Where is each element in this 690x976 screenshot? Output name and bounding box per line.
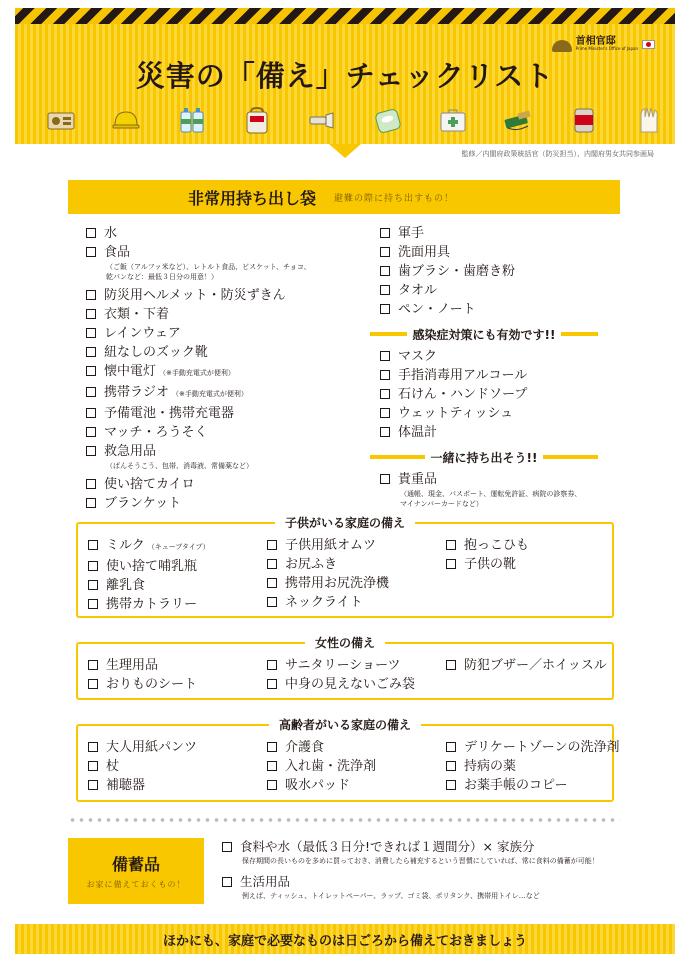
flashlight-icon [306,104,338,136]
checkbox[interactable] [267,780,277,790]
checkbox[interactable] [86,228,96,238]
emergency-bag-header [68,180,620,214]
header-arrow [329,144,361,158]
list-item[interactable]: 救急用品 [86,442,366,461]
stockpile-label [68,838,204,904]
list-item[interactable]: 衣類・下着 [86,305,366,324]
checkbox[interactable] [446,742,456,752]
first-aid-kit-icon [437,104,469,136]
list-item[interactable]: 子供用紙オムツ [267,536,446,555]
kiri-crest-icon [552,36,572,52]
list-item[interactable]: 石けん・ハンドソープ [380,385,620,404]
checkbox[interactable] [86,247,96,257]
list-item[interactable]: 生理用品 [88,656,267,675]
checkbox[interactable] [86,309,96,319]
logo-jp: 首相官邸 [575,36,616,48]
checkbox[interactable] [380,351,390,361]
checkbox[interactable] [88,540,98,550]
list-item[interactable]: お尻ふき [267,555,446,574]
list-item[interactable]: 食品 [86,243,366,262]
dotted-divider [68,818,620,822]
list-item[interactable]: お薬手帳のコピー [446,776,625,795]
checkbox[interactable] [446,540,456,550]
list-item[interactable]: 生活用品 [222,873,599,891]
item-note: （ばんそうこう、包帯、消毒液、常備薬など） [106,462,253,470]
list-item[interactable]: 補聴器 [88,776,267,795]
item-note: マイナンバーカードなど） [400,500,483,508]
list-item[interactable]: 予備電池・携帯充電器 [86,404,366,423]
stockpile-list [222,838,599,908]
list-item[interactable]: ミルク （キューブタイプ） [88,536,267,557]
checkbox[interactable] [88,761,98,771]
japan-flag-icon [642,40,655,49]
list-item[interactable]: 携帯ラジオ （※手動充電式が便利） [86,383,366,404]
list-item[interactable]: 防犯ブザー／ホイッスル [446,656,625,675]
list-item[interactable]: 手指消毒用アルコール [380,366,620,385]
checkbox[interactable] [446,660,456,670]
footer-banner [15,924,675,954]
list-item[interactable]: 使い捨て哺乳瓶 [88,557,267,576]
list-item[interactable]: サニタリーショーツ [267,656,446,675]
checkbox[interactable] [380,247,390,257]
checkbox[interactable] [267,559,277,569]
women-box [76,636,614,700]
checkbox[interactable] [88,580,98,590]
radio-icon [45,104,77,136]
list-item[interactable]: ペン・ノート [380,300,620,319]
children-box [76,516,614,618]
checkbox[interactable] [380,266,390,276]
list-item[interactable]: タオル [380,281,620,300]
checkbox[interactable] [86,498,96,508]
credit-text: 監修／内閣府政策統括官（防災担当）、内閣府男女共同参画局 [461,150,654,158]
list-item[interactable]: 大人用紙パンツ [88,738,267,757]
checkbox[interactable] [88,561,98,571]
list-item[interactable]: マスク [380,347,620,366]
list-item[interactable]: 歯ブラシ・歯磨き粉 [380,262,620,281]
checkbox[interactable] [267,578,277,588]
women-title: 女性の備え [305,634,385,651]
stockpile-title: 備蓄品 [111,855,160,874]
list-item[interactable]: 携帯用お尻洗浄機 [267,574,446,593]
water-bottles-icon [176,104,208,136]
checkbox[interactable] [267,742,277,752]
list-item[interactable]: 中身の見えないごみ袋 [267,675,446,694]
footer-text: ほかにも、家庭で必要なものは日ごろから備えておきましょう [162,933,527,949]
checkbox[interactable] [267,540,277,550]
logo [552,36,655,52]
checkbox[interactable] [267,679,277,689]
checkbox[interactable] [380,389,390,399]
checkbox[interactable] [88,780,98,790]
header-banner [15,24,675,144]
stockpile-subtitle: お家に備えておくもの！ [86,880,186,889]
checkbox[interactable] [88,660,98,670]
checkbox[interactable] [267,761,277,771]
elderly-box [76,718,620,802]
checkbox[interactable] [380,408,390,418]
children-title: 子供がいる家庭の備え [275,514,415,531]
list-item[interactable]: レインウェア [86,324,366,343]
icon-row [45,104,665,136]
list-item[interactable]: 洗面用具 [380,243,620,262]
gloves-icon [633,104,665,136]
emergency-bag-left-list [86,224,366,513]
item-note: （通帳、現金、パスポート、運転免許証、病院の診察券、 [400,490,582,498]
list-item[interactable]: 杖 [88,757,267,776]
phone-charger-icon [502,104,534,136]
checkbox[interactable] [88,679,98,689]
item-note: 保存期間の長いものを多めに買っておき、消費したら補充するという習慣にしていれば、常に食料の備蓄が可能！ [242,857,599,865]
checkbox[interactable] [446,559,456,569]
item-note: （ご飯（アルファ米など）、レトルト食品、ビスケット、チョコ、 [106,263,311,271]
item-note: 例えば、ティッシュ、トイレットペーパー、ラップ、ゴミ袋、ポリタンク、携帯用トイレ…など [242,892,540,900]
list-item[interactable]: 貴重品 [380,470,620,489]
hazard-stripe-top [15,8,675,24]
elderly-title: 高齢者がいる家庭の備え [269,716,421,733]
checkbox[interactable] [380,304,390,314]
checkbox[interactable] [86,290,96,300]
list-item[interactable]: 懐中電灯 （※手動充電式が便利） [86,362,366,383]
list-item[interactable]: デリケートゾーンの洗浄剤 [446,738,625,757]
list-item[interactable]: 介護食 [267,738,446,757]
emergency-food-can-icon [568,104,600,136]
emergency-bag-title: 非常用持ち出し袋 [188,188,317,208]
list-item[interactable]: 使い捨てカイロ [86,475,366,494]
checkbox[interactable] [222,877,232,887]
emergency-bag-icon [241,104,273,136]
checkbox[interactable] [446,780,456,790]
checkbox[interactable] [380,427,390,437]
checkbox[interactable] [380,285,390,295]
logo-en: Prime Minister's Office of Japan [575,46,638,52]
list-item[interactable]: 防災用ヘルメット・防災ずきん [86,286,366,305]
checkbox[interactable] [380,474,390,484]
checkbox[interactable] [86,408,96,418]
list-item[interactable]: 入れ歯・洗浄剤 [267,757,446,776]
item-note: 乾パンなど：最低３日分の用意！） [106,273,218,281]
list-item[interactable]: おりものシート [88,675,267,694]
list-item[interactable]: 体温計 [380,423,620,442]
checkbox[interactable] [380,370,390,380]
checkbox[interactable] [222,842,232,852]
checkbox[interactable] [86,446,96,456]
list-item[interactable]: 水 [86,224,366,243]
list-item[interactable]: ネックライト [267,593,446,612]
list-item[interactable]: 子供の靴 [446,555,625,574]
checkbox[interactable] [88,742,98,752]
checkbox[interactable] [86,427,96,437]
list-item[interactable]: 軍手 [380,224,620,243]
list-item[interactable]: 持病の薬 [446,757,625,776]
checkbox[interactable] [88,599,98,609]
list-item[interactable]: 離乳食 [88,576,267,595]
checkbox[interactable] [86,366,96,376]
checkbox[interactable] [446,761,456,771]
list-item[interactable]: ブランケット [86,494,366,513]
checkbox[interactable] [86,328,96,338]
checkbox[interactable] [267,660,277,670]
infection-banner: 感染症対策にも有効です!! [370,323,598,345]
list-item[interactable]: 抱っこひも [446,536,625,555]
list-item[interactable]: ウェットティッシュ [380,404,620,423]
checkbox[interactable] [86,347,96,357]
page-title: 災害の「備え」チェックリスト [135,59,555,93]
checkbox[interactable] [267,597,277,607]
list-item[interactable]: 食料や水（最低３日分!できれば１週間分）× 家族分 [222,838,599,856]
list-item[interactable]: 吸水パッド [267,776,446,795]
checkbox[interactable] [380,228,390,238]
list-item[interactable]: マッチ・ろうそく [86,423,366,442]
list-item[interactable]: 携帯カトラリー [88,595,267,614]
emergency-bag-right-list [380,224,620,509]
helmet-icon [110,104,142,136]
together-banner: 一緒に持ち出そう!! [370,446,598,468]
checkbox[interactable] [86,387,96,397]
list-item[interactable]: 紐なしのズック靴 [86,343,366,362]
emergency-bag-subtitle: 避難の際に持ち出すもの！ [334,193,455,204]
wet-tissue-icon [372,104,404,136]
checkbox[interactable] [86,479,96,489]
